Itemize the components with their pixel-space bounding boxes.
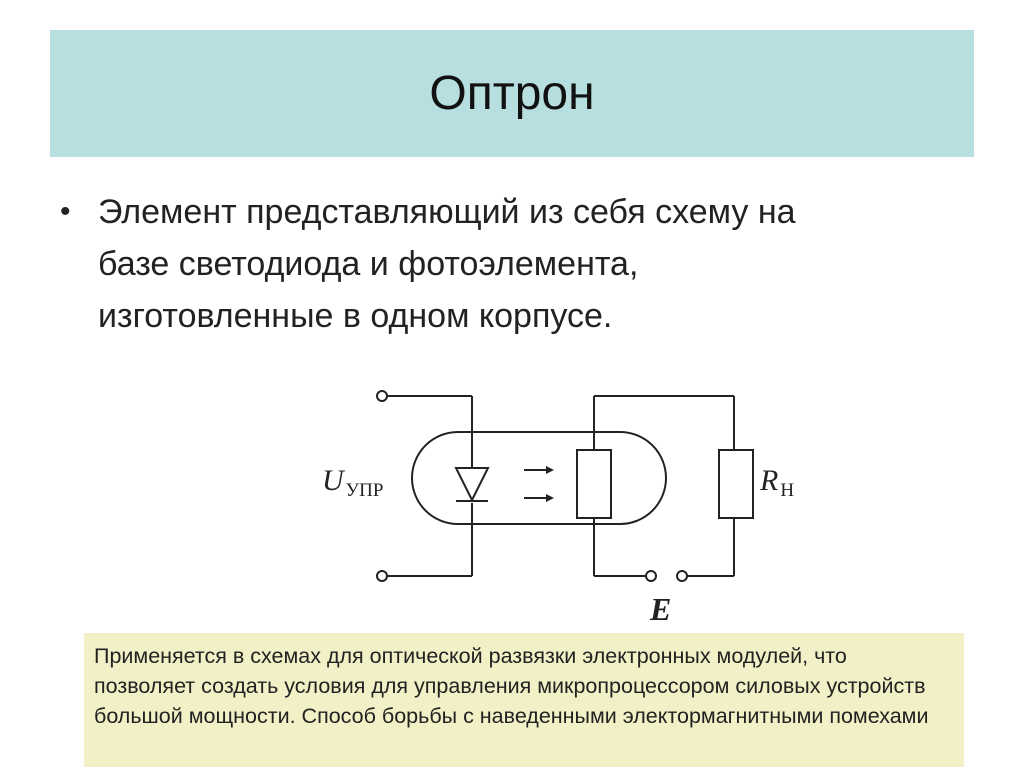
r-load-label: R $_Н$ bbox=[760, 464, 795, 501]
optocoupler-package-outline bbox=[412, 432, 666, 524]
e-source-label: E bbox=[650, 591, 672, 627]
light-arrows-icon bbox=[524, 466, 554, 502]
input-terminal-bottom bbox=[377, 571, 387, 581]
u-control-label: U $_{УПР}$ bbox=[322, 464, 384, 501]
input-terminal-top bbox=[377, 391, 387, 401]
slide-title: Оптрон bbox=[429, 67, 595, 120]
note-text: Применяется в схемах для оптической развязки электронных модулей, что позволяет создать условия для управления микропроцессором силовых устройств большой мощности. Способ борьбы с наведенными электормагнитными помехами bbox=[94, 644, 929, 728]
photo-element-resistor bbox=[577, 450, 611, 518]
source-terminal-left bbox=[646, 571, 656, 581]
load-resistor bbox=[719, 450, 753, 518]
source-terminal-right bbox=[677, 571, 687, 581]
bullet-list-item bbox=[60, 186, 940, 342]
led-diode-icon bbox=[456, 468, 488, 500]
note-box bbox=[84, 633, 964, 767]
title-bar bbox=[50, 30, 974, 157]
optocoupler-circuit-diagram bbox=[310, 380, 830, 630]
bullet-dot-icon: • bbox=[60, 195, 71, 228]
bullet-text: Элемент представляющий из себя схему на базе светодиода и фотоэлемента, изготовленные в одном корпусе. bbox=[98, 193, 796, 335]
